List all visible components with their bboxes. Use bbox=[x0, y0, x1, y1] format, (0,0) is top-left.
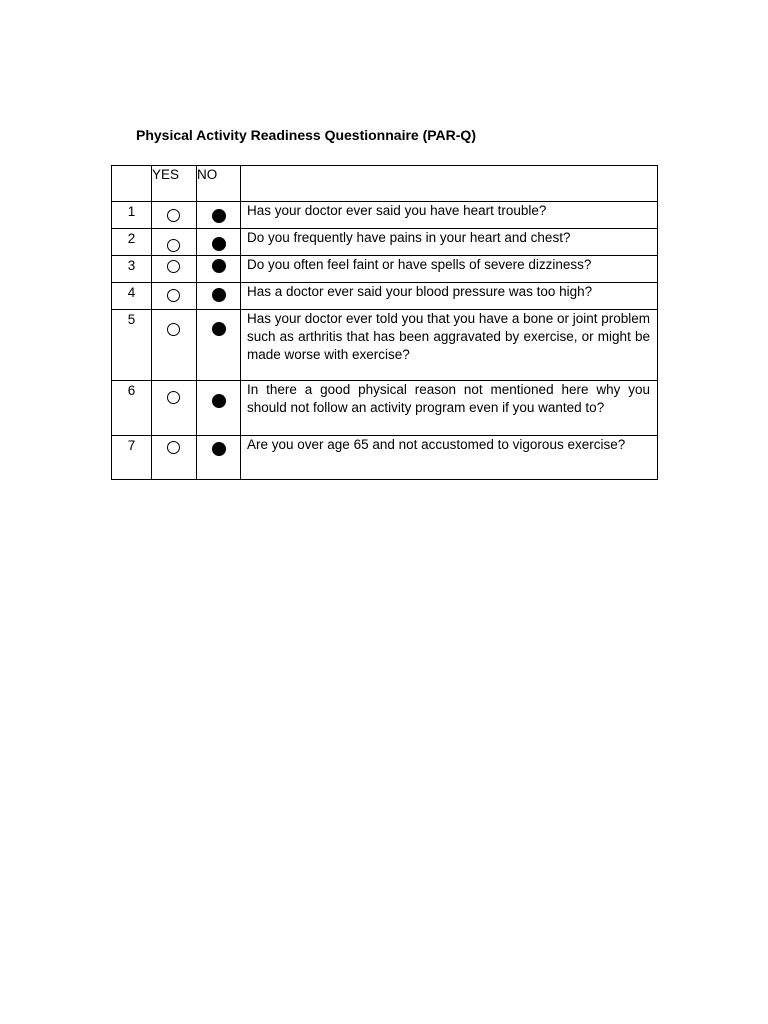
question-text: Are you over age 65 and not accustomed to vigorous exercise? bbox=[241, 436, 658, 480]
yes-radio-icon[interactable] bbox=[167, 239, 180, 252]
question-text: Do you often feel faint or have spells of severe dizziness? bbox=[241, 256, 658, 283]
table-row bbox=[112, 256, 658, 283]
question-text: Has your doctor ever said you have heart trouble? bbox=[241, 202, 658, 229]
no-radio-icon[interactable] bbox=[212, 209, 226, 223]
table-row bbox=[112, 436, 658, 480]
no-cell bbox=[197, 381, 241, 436]
no-cell bbox=[197, 310, 241, 381]
table-row bbox=[112, 283, 658, 310]
table-row bbox=[112, 381, 658, 436]
question-number: 7 bbox=[112, 436, 152, 480]
no-radio-icon[interactable] bbox=[212, 442, 226, 456]
yes-radio-icon[interactable] bbox=[167, 441, 180, 454]
no-cell bbox=[197, 436, 241, 480]
table-row bbox=[112, 310, 658, 381]
yes-cell bbox=[152, 283, 197, 310]
no-cell bbox=[197, 229, 241, 256]
question-text: Has a doctor ever said your blood pressure was too high? bbox=[241, 283, 658, 310]
question-number: 1 bbox=[112, 202, 152, 229]
yes-cell bbox=[152, 381, 197, 436]
no-radio-icon[interactable] bbox=[212, 394, 226, 408]
question-number: 3 bbox=[112, 256, 152, 283]
header-row bbox=[112, 166, 658, 202]
no-radio-icon[interactable] bbox=[212, 259, 226, 273]
no-cell bbox=[197, 256, 241, 283]
no-cell bbox=[197, 202, 241, 229]
header-yes: YES bbox=[152, 166, 197, 202]
header-number bbox=[112, 166, 152, 202]
question-text: Do you frequently have pains in your heart and chest? bbox=[241, 229, 658, 256]
question-number: 2 bbox=[112, 229, 152, 256]
yes-cell bbox=[152, 436, 197, 480]
no-radio-icon[interactable] bbox=[212, 322, 226, 336]
header-question bbox=[241, 166, 658, 202]
no-cell bbox=[197, 283, 241, 310]
parq-table bbox=[111, 165, 658, 480]
yes-radio-icon[interactable] bbox=[167, 209, 180, 222]
table-row bbox=[112, 229, 658, 256]
yes-radio-icon[interactable] bbox=[167, 289, 180, 302]
question-text: In there a good physical reason not mentioned here why you should not follow an activity program even if you wanted to? bbox=[241, 381, 658, 436]
header-no: NO bbox=[197, 166, 241, 202]
yes-cell bbox=[152, 229, 197, 256]
page-title: Physical Activity Readiness Questionnaire (PAR-Q) bbox=[136, 127, 476, 143]
yes-radio-icon[interactable] bbox=[167, 260, 180, 273]
yes-cell bbox=[152, 310, 197, 381]
yes-radio-icon[interactable] bbox=[167, 391, 180, 404]
table-row bbox=[112, 202, 658, 229]
question-number: 5 bbox=[112, 310, 152, 381]
no-radio-icon[interactable] bbox=[212, 237, 226, 251]
yes-cell bbox=[152, 202, 197, 229]
question-number: 6 bbox=[112, 381, 152, 436]
yes-cell bbox=[152, 256, 197, 283]
question-number: 4 bbox=[112, 283, 152, 310]
no-radio-icon[interactable] bbox=[212, 288, 226, 302]
question-text: Has your doctor ever told you that you have a bone or joint problem such as arthritis that has been aggravated by exercise, or might be made worse with exercise? bbox=[241, 310, 658, 381]
yes-radio-icon[interactable] bbox=[167, 323, 180, 336]
